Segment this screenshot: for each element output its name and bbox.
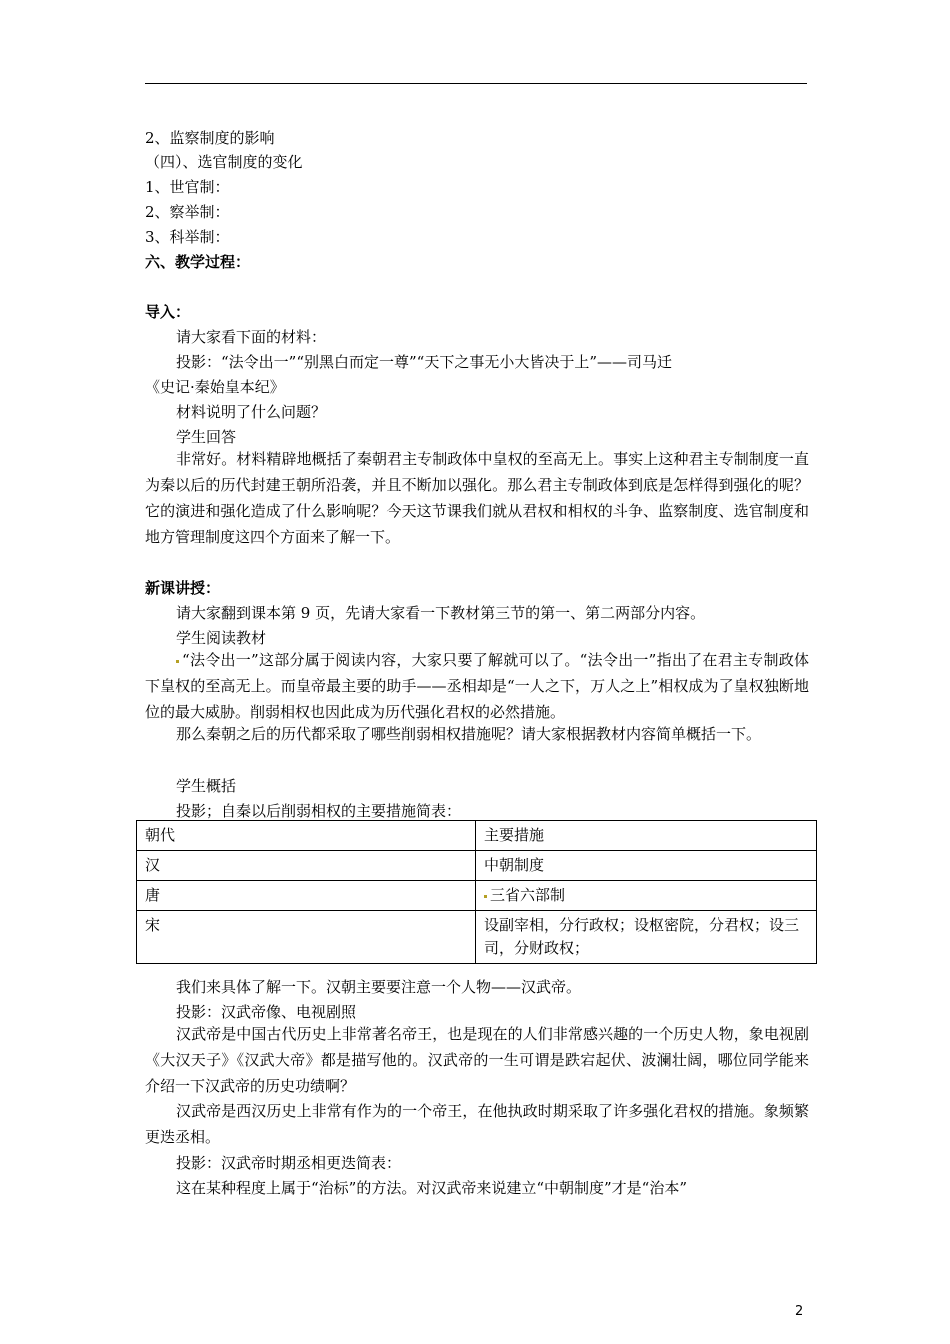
margin-mark — [484, 895, 487, 898]
paragraph: 非常好。材料精辟地概括了秦朝君主专制政体中皇权的至高无上。事实上这种君主专制制度一直为秦以后的历代封建王朝所沿袭，并且不断加以强化。那么君主专制政体到底是怎样得到强化的呢？它的演进和强化造成了什么影响呢？今天这节课我们就从君权和相权的斗争、监察制度、选官制度和地方管理制度这四个方面来了解一下。 — [145, 450, 809, 546]
table-cell: 唐 — [137, 881, 476, 911]
table-row — [137, 911, 817, 964]
section-heading: 六、教学过程： — [145, 253, 251, 271]
measures-table — [136, 820, 817, 964]
table-cell — [476, 881, 817, 911]
page-number: 2 — [795, 1304, 804, 1319]
outline-item: 3、科举制： — [145, 228, 230, 246]
text-line: 投影：“法令出一”“别黑白而定一尊”“天下之事无小大皆决于上”——司马迁 — [176, 353, 673, 371]
table-header: 朝代 — [137, 821, 476, 851]
header-rule — [145, 83, 807, 84]
outline-item: 1、世官制： — [145, 178, 230, 196]
outline-item: 2、察举制： — [145, 203, 230, 221]
table-header: 主要措施 — [476, 821, 817, 851]
paragraph: 汉武帝是西汉历史上非常有作为的一个帝王，在他执政时期采取了许多强化君权的措施。象频繁更迭丞相。 — [145, 1102, 809, 1146]
text-line: 请大家看下面的材料： — [176, 328, 327, 346]
outline-item: （四）、选官制度的变化 — [145, 153, 303, 171]
table-header-row — [137, 821, 817, 851]
table-cell: 宋 — [137, 911, 476, 964]
paragraph: 那么秦朝之后的历代都采取了哪些削弱相权措施呢？请大家根据教材内容简单概括一下。 — [176, 725, 762, 743]
outline-item: 2、监察制度的影响 — [145, 129, 275, 147]
text-line: 学生回答 — [176, 428, 237, 446]
text-line: 学生阅读教材 — [176, 629, 267, 647]
text-line: 学生概括 — [176, 777, 237, 795]
section-heading: 导入： — [145, 303, 191, 321]
table-cell: 设副宰相，分行政权；设枢密院，分君权；设三司，分财政权； — [476, 911, 817, 964]
table-cell: 中朝制度 — [476, 851, 817, 881]
paragraph-text: “法令出一”这部分属于阅读内容，大家只要了解就可以了。“法令出一”指出了在君主专制政体下皇权的至高无上。而皇帝最主要的助手——丞相却是“一人之下，万人之上”相权成为了皇权独断地位的最大威胁。削弱相权也因此成为历代强化君权的必然措施。 — [145, 651, 809, 721]
margin-mark — [176, 660, 179, 663]
text-line: 《史记·秦始皇本纪》 — [145, 378, 285, 396]
text-line: 请大家翻到课本第 9 页，先请大家看一下教材第三节的第一、第二两部分内容。 — [176, 604, 706, 622]
table-row — [137, 881, 817, 911]
section-heading: 新课讲授： — [145, 579, 221, 597]
text-line: 我们来具体了解一下。汉朝主要要注意一个人物——汉武帝。 — [176, 978, 582, 996]
text-line: 投影；自秦以后削弱相权的主要措施简表： — [176, 802, 462, 820]
table-cell-text: 三省六部制 — [490, 886, 566, 904]
table-row — [137, 851, 817, 881]
text-line: 这在某种程度上属于“治标”的方法。对汉武帝来说建立“中朝制度”才是“治本” — [176, 1179, 688, 1197]
paragraph: 汉武帝是中国古代历史上非常著名帝王，也是现在的人们非常感兴趣的一个历史人物，象电视剧《大汉天子》《汉武大帝》都是描写他的。汉武帝的一生可谓是跌宕起伏、波澜壮阔，哪位同学能来介绍一下汉武帝的历史功绩啊？ — [145, 1025, 809, 1095]
text-line: 投影：汉武帝时期丞相更迭简表： — [176, 1154, 402, 1172]
table-cell: 汉 — [137, 851, 476, 881]
paragraph — [145, 647, 809, 725]
text-line: 投影：汉武帝像、电视剧照 — [176, 1003, 357, 1021]
text-line: 材料说明了什么问题？ — [176, 403, 327, 421]
